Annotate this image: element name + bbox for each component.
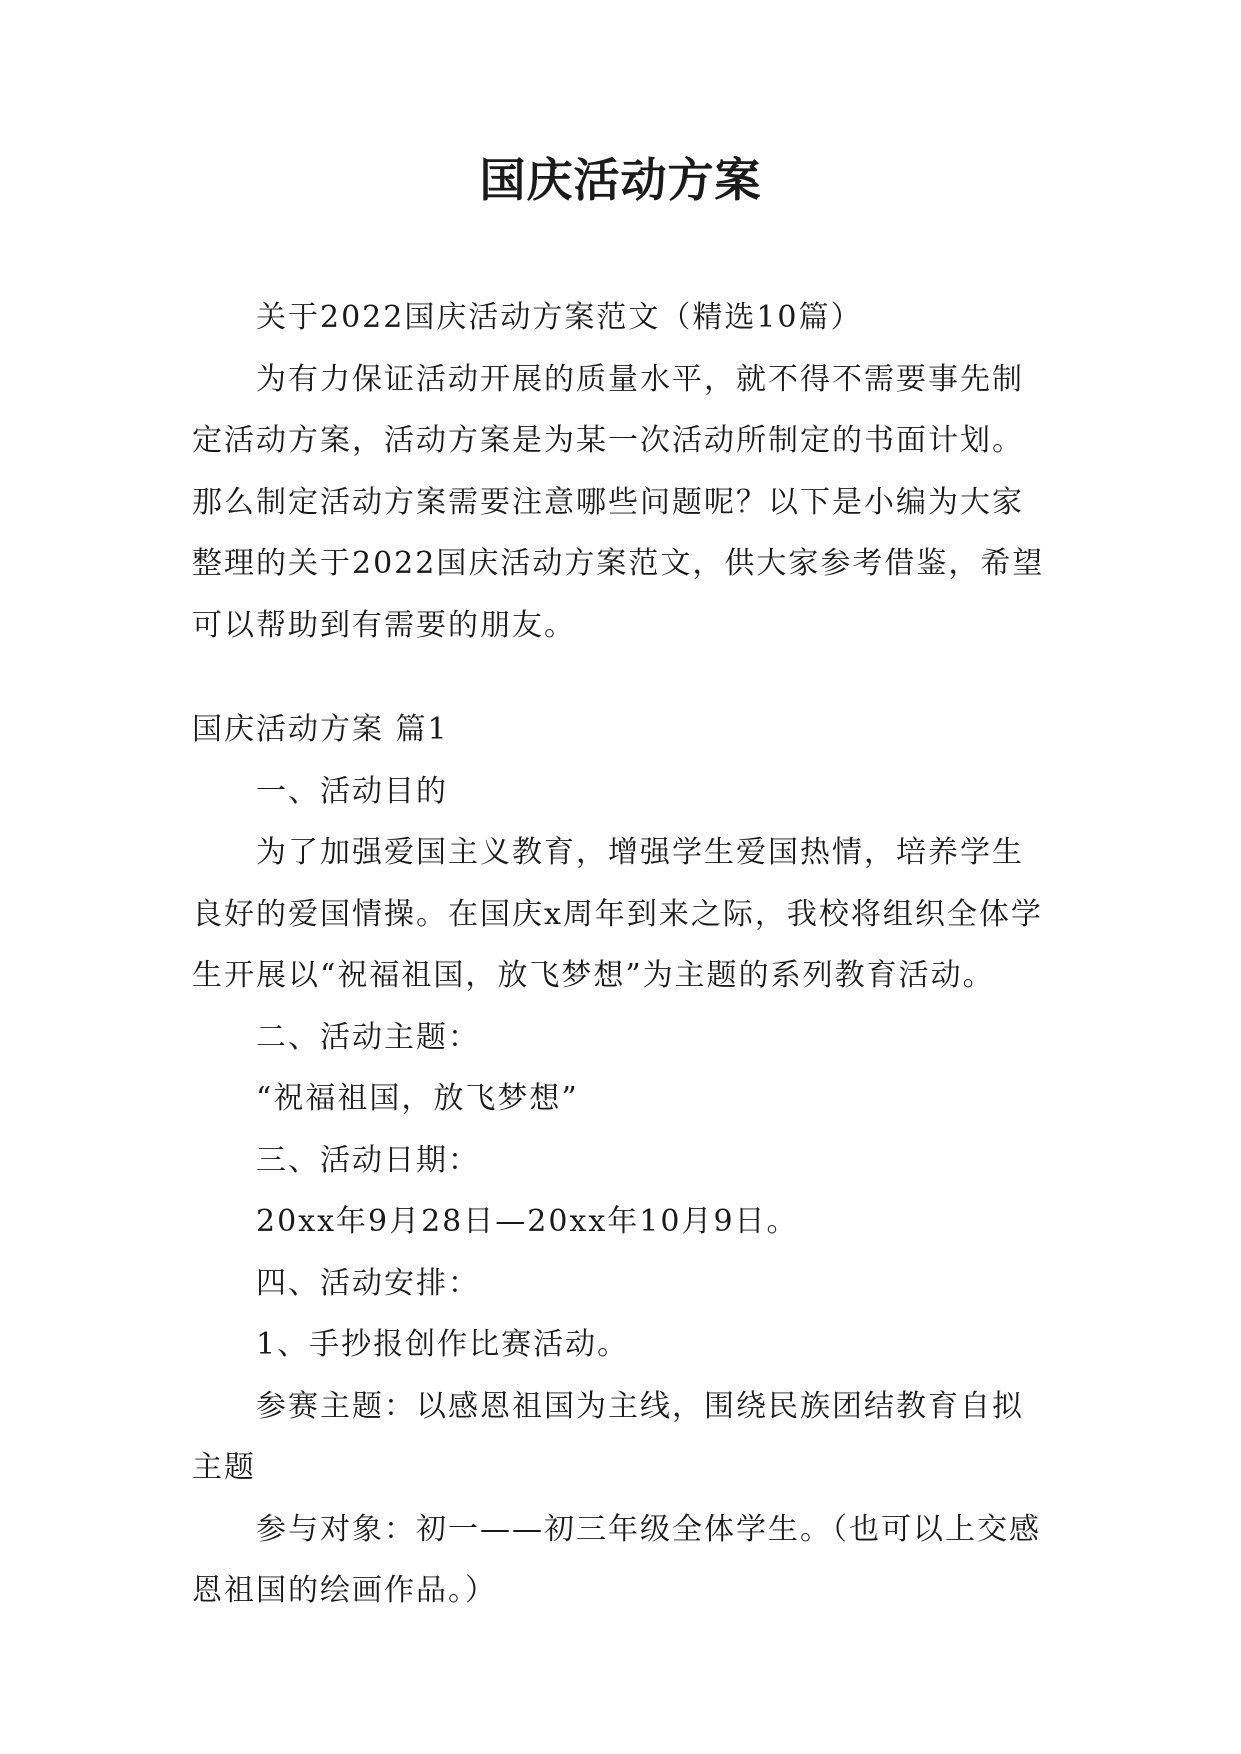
contest-theme: 参赛主题：以感恩祖国为主线，围绕民族团结教育自拟主题 [192,1388,1024,1485]
document-title: 国庆活动方案 [479,153,762,207]
purpose-text: 为了加强爱国主义教育，增强学生爱国热情，培养学生良好的爱国情操。在国庆x周年到来之际，我校将组织全体学生开展以“祝福祖国，放飞梦想”为主题的系列教育活动。 [192,835,1043,993]
arrangement-item-1: 1、手抄报创作比赛活动。 [256,1327,630,1362]
document-body [192,287,1052,1622]
paragraph-gap [192,656,1052,699]
intro-paragraph: 为有力保证活动开展的质量水平，就不得不需要事先制定活动方案，活动方案是为某一次活动所制定的书面计划。那么制定活动方案需要注意哪些问题呢？以下是小编为大家整理的关于2022国庆活动方案范文，供大家参考借鉴，希望可以帮助到有需要的朋友。 [192,361,1045,643]
purpose-heading: 一、活动目的 [256,773,448,809]
date-text: 20xx年9月28日—20xx年10月9日。 [256,1204,799,1239]
date-heading: 三、活动日期： [256,1142,480,1178]
participants: 参与对象：初一——初三年级全体学生。（也可以上交感恩祖国的绘画作品。） [192,1511,1041,1608]
section-heading: 国庆活动方案 篇1 [192,712,449,747]
theme-text: “祝福祖国，放飞梦想” [256,1081,579,1116]
arrangement-heading: 四、活动安排： [256,1265,480,1301]
theme-heading: 二、活动主题： [256,1019,480,1055]
intro-heading: 关于2022国庆活动方案范文（精选10篇） [256,300,863,335]
